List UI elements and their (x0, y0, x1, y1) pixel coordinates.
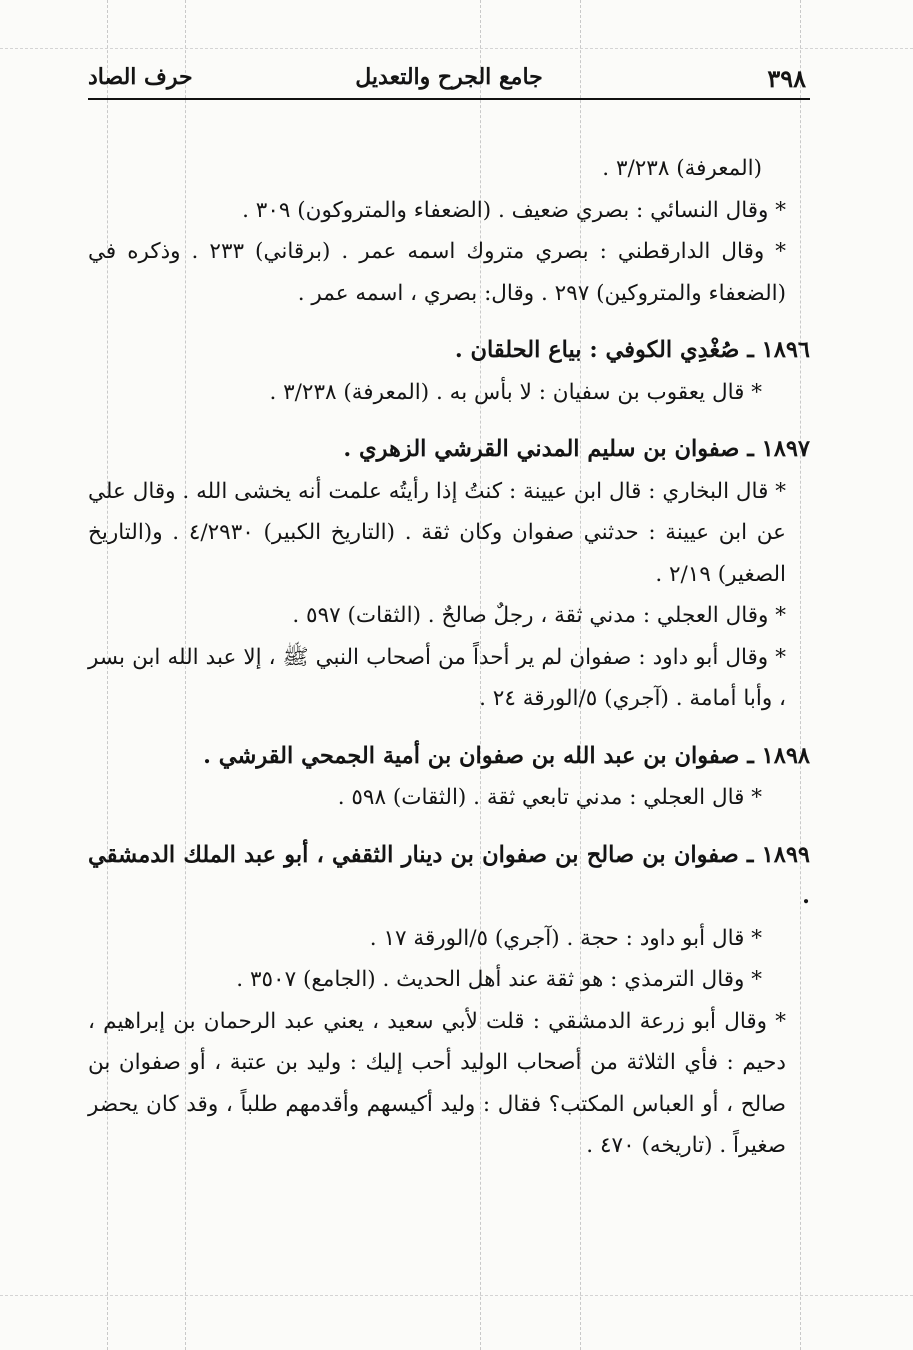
page-header (88, 56, 810, 100)
entry-1896 (88, 330, 810, 413)
entry-continuation (88, 148, 810, 314)
entry-line: * وقال أبو داود : صفوان لم ير أحداً من أصحاب النبي ﷺ ، إلا عبد الله ابن بسر ، وأبا أمامة . (آجري) ٥/الورقة ٢٤ . (88, 644, 786, 711)
entry-heading: ١٨٩٧ ـ صفوان بن سليم المدني القرشي الزهري . (343, 436, 810, 462)
entry-line: * قال العجلي : مدني تابعي ثقة . (الثقات) ٥٩٨ . (337, 785, 762, 810)
entry-heading: ١٨٩٨ ـ صفوان بن عبد الله بن صفوان بن أمية الجمحي القرشي . (203, 742, 810, 769)
page-number: ٣٩٨ (767, 64, 806, 93)
entry-1899 (88, 835, 810, 1167)
entry-line: * وقال الدارقطني : بصري متروك اسمه عمر . (برقاني) ٢٣٣ . وذكره في (الضعفاء والمتروكين) ٢٩٧ . وقال: بصري ، اسمه عمر . (88, 239, 787, 306)
entry-1897 (88, 429, 810, 720)
section-title: حرف الصاد (88, 64, 193, 90)
entry-line: (المعرفة) ٣/٢٣٨ . (602, 156, 762, 181)
book-title: جامع الجرح والتعديل (355, 64, 543, 90)
entry-line: * وقال النسائي : بصري ضعيف . (الضعفاء والمتروكون) ٣٠٩ . (242, 197, 786, 223)
entry-line: * وقال العجلي : مدني ثقة ، رجلٌ صالحٌ . (الثقات) ٥٩٧ . (292, 603, 786, 628)
entry-line: * وقال أبو زرعة الدمشقي : قلت لأبي سعيد ، يعني عبد الرحمان بن إبراهيم ، دحيم : فأي الثلاثة من أصحاب الوليد أحب إليك : وليد بن عتبة ، أو صفوان بن صالح ، أو العباس المكتب؟ فقال : وليد أكيسهم وأقدمهم طلباً ، وقد كان يحضر صغيراً . (تاريخه) ٤٧٠ . (88, 1008, 786, 1158)
entry-line: * قال البخاري : قال ابن عيينة : كنتُ إذا رأيتُه علمت أنه يخشى الله . وقال علي عن ابن عيينة : حدثني صفوان وكان ثقة . (التاريخ الكبير) ٤/٢٩٣٠ . و(التاريخ الصغير) ٢/١٩ . (88, 478, 786, 587)
entry-line: * وقال الترمذي : هو ثقة عند أهل الحديث . (الجامع) ٣٥٠٧ . (236, 967, 762, 992)
page-body (88, 100, 810, 1167)
entry-line: * قال يعقوب بن سفيان : لا بأس به . (المعرفة) ٣/٢٣٨ . (269, 379, 762, 405)
entry-1898 (88, 736, 810, 819)
entry-heading: ١٨٩٩ ـ صفوان بن صالح بن صفوان بن دينار الثقفي ، أبو عبد الملك الدمشقي . (88, 841, 810, 909)
entry-line: * قال أبو داود : حجة . (آجري) ٥/الورقة ١٧ . (369, 925, 762, 951)
entry-heading: ١٨٩٦ ـ صُغْدِي الكوفي : بياع الحلقان . (454, 337, 810, 363)
document-page (88, 56, 810, 1183)
